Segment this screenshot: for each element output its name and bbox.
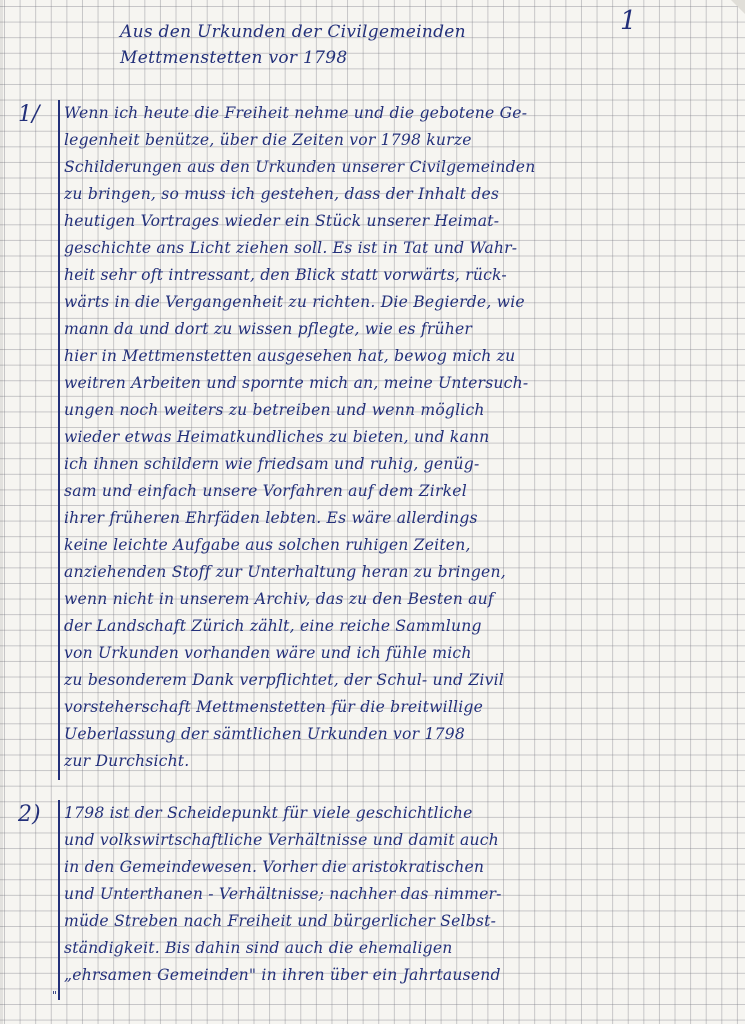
- paragraph-1-line: zu besonderem Dank verpflichtet, der Schul- und Zivil: [64, 671, 504, 689]
- paragraph-1-line: heutigen Vortrages wieder ein Stück unserer Heimat-: [64, 212, 500, 230]
- paragraph-1-line: ich ihnen schildern wie friedsam und ruhig, genüg-: [64, 455, 480, 473]
- paragraph-2-line: 1798 ist der Scheidepunkt für viele geschichtliche: [64, 804, 473, 822]
- page-corner-fold: [731, 0, 745, 14]
- paragraph-2-line: müde Streben nach Freiheit und bürgerlicher Selbst-: [64, 912, 497, 930]
- paragraph-1-line: anziehenden Stoff zur Unterhaltung heran zu bringen,: [64, 563, 506, 581]
- paragraph-2-line: „ehrsamen Gemeinden" in ihren über ein Jahrtausend: [64, 966, 501, 984]
- page-number: 1: [620, 6, 637, 36]
- paragraph-1-line: zur Durchsicht.: [64, 752, 190, 770]
- paragraph-1-line: geschichte ans Licht ziehen soll. Es ist in Tat und Wahr-: [64, 239, 518, 257]
- paragraph-1-line: wenn nicht in unserem Archiv, das zu den Besten auf: [64, 590, 494, 608]
- paragraph-1-line: keine leichte Aufgabe aus solchen ruhigen Zeiten,: [64, 536, 471, 554]
- paragraph-1-line: zu bringen, so muss ich gestehen, dass der Inhalt des: [64, 185, 500, 203]
- paragraph-2-line: und volkswirtschaftliche Verhältnisse und damit auch: [64, 831, 499, 849]
- paragraph-1-line: vorsteherschaft Mettmenstetten für die breitwillige: [64, 698, 483, 716]
- paragraph-1-line: mann da und dort zu wissen pflegte, wie es früher: [64, 320, 473, 338]
- paragraph-2-line: und Unterthanen - Verhältnisse; nachher das nimmer-: [64, 885, 502, 903]
- paragraph-2-margin-bar: [58, 800, 60, 1000]
- paragraph-1-line: Wenn ich heute die Freiheit nehme und die gebotene Ge-: [64, 104, 528, 122]
- paragraph-number-1: 1/: [18, 102, 40, 127]
- paragraph-1-line: wärts in die Vergangenheit zu richten. Die Begierde, wie: [64, 293, 525, 311]
- paragraph-1-line: sam und einfach unsere Vorfahren auf dem Zirkel: [64, 482, 467, 500]
- paragraph-1-line: Schilderungen aus den Urkunden unserer Civilgemeinden: [64, 158, 536, 176]
- paragraph-1-line: hier in Mettmenstetten ausgesehen hat, bewog mich zu: [64, 347, 516, 365]
- paragraph-1-line: von Urkunden vorhanden wäre und ich fühle mich: [64, 644, 472, 662]
- document-title-line-1: Aus den Urkunden der Civilgemeinden: [120, 22, 466, 42]
- paragraph-1-line: Ueberlassung der sämtlichen Urkunden vor 1798: [64, 725, 465, 743]
- paragraph-2-line: in den Gemeindewesen. Vorher die aristokratischen: [64, 858, 485, 876]
- paragraph-1-line: legenheit benütze, über die Zeiten vor 1798 kurze: [64, 131, 472, 149]
- document-title-line-2: Mettmenstetten vor 1798: [120, 48, 348, 68]
- paragraph-1-line: weitren Arbeiten und spornte mich an, meine Untersuch-: [64, 374, 529, 392]
- paragraph-1-line: ihrer früheren Ehrfäden lebten. Es wäre allerdings: [64, 509, 478, 527]
- page-edge-shadow: [0, 0, 3, 1024]
- paragraph-1-line: heit sehr oft intressant, den Blick statt vorwärts, rück-: [64, 266, 507, 284]
- paragraph-1-line: wieder etwas Heimatkundliches zu bieten, und kann: [64, 428, 490, 446]
- paragraph-2-line: ständigkeit. Bis dahin sind auch die ehemaligen: [64, 939, 453, 957]
- paragraph-1-line: ungen noch weiters zu betreiben und wenn möglich: [64, 401, 485, 419]
- paragraph-1-margin-bar: [58, 100, 60, 780]
- paragraph-number-2: 2): [18, 802, 41, 827]
- margin-mark: ": [52, 989, 58, 1002]
- paragraph-1-line: der Landschaft Zürich zählt, eine reiche Sammlung: [64, 617, 482, 635]
